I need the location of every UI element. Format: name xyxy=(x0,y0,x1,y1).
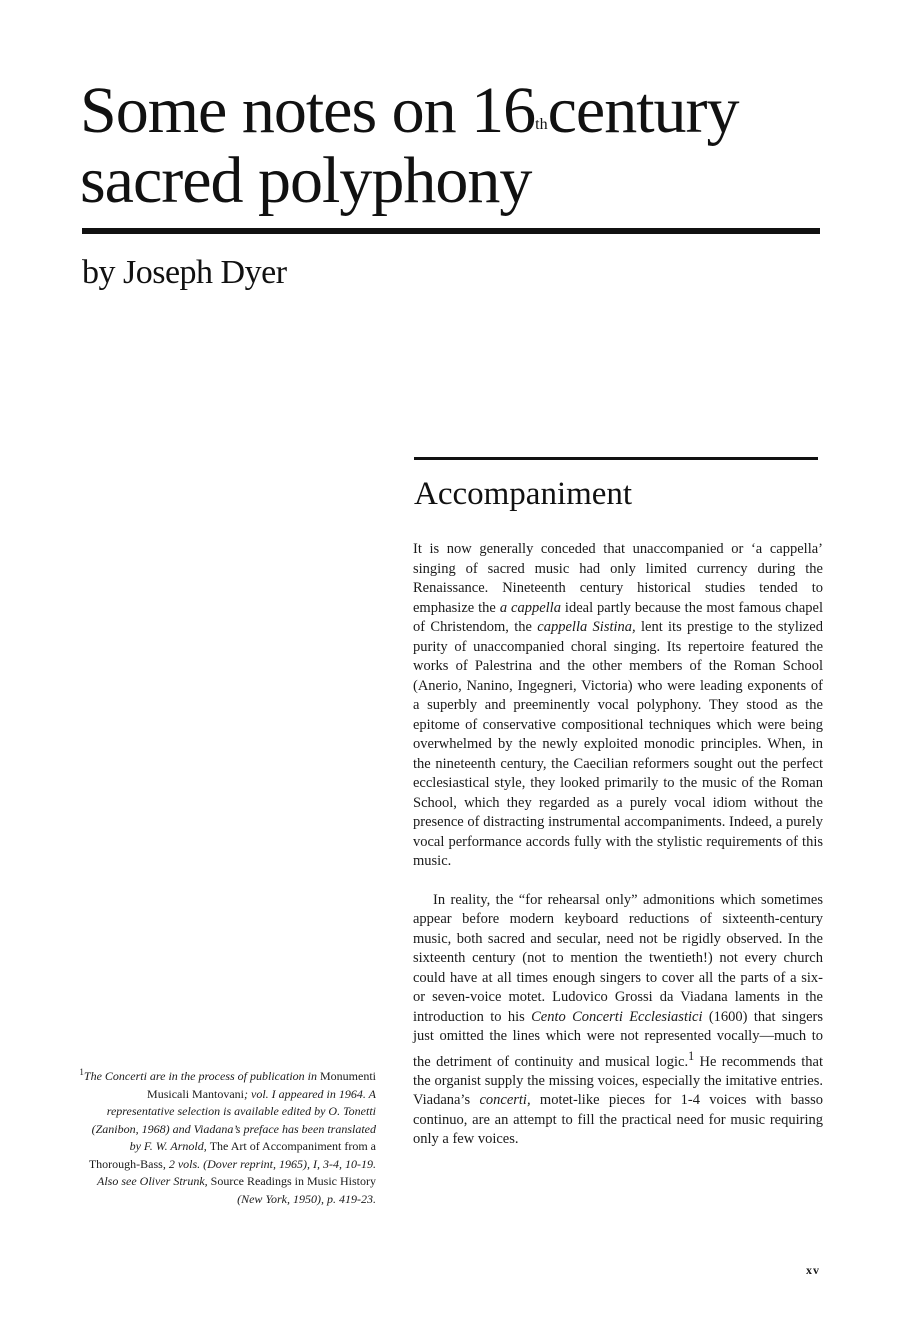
body-column xyxy=(413,540,823,1150)
footnote-ref: 1 xyxy=(688,1048,695,1063)
page-number: xv xyxy=(806,1263,820,1277)
section-rule xyxy=(414,457,818,460)
footnote: $^1$The Concerti are in the process of publication in Monumenti Musicali Mantovani; vol. I appeared in 1964. A representative selection is available edited by O. Tonetti (Zanibon, 1968) and Viadana’s preface has been translated by F. W. Arnold, The Art of Accompaniment from a Thorough-Bass, 2 vols. (Dover reprint, 1965), I, 3-4, 10-19. Also see Oliver Strunk, Source Readings in Music History (New York, 1950), p. 419-23. xyxy=(79,1067,376,1206)
title-line1-post: century xyxy=(547,74,739,147)
article-title xyxy=(80,76,840,216)
paragraph-2: In reality, the “for rehearsal only” admonitions which sometimes appear before modern keyboard reductions of sixteenth-century music, both sacred and secular, need not be rigidly observed. In the sixteenth century (not to mention the twentieth!) not every church could have at all times enough singers to cover all the parts of a six- or seven-voice motet. Ludovico Grossi da Viadana laments in the introduction to his Cento Concerti Ecclesiastici (1600) that singers just omitted the lines which were not represented vocally—much to the detriment of continuity and musical logic.$^1$ He recommends that the organist supply the missing voices, especially the imitative entries. Viadana’s concerti, motet-like pieces for 1-4 voices with basso continuo, are an attempt to fill the practical need for music requiring only a few voices. xyxy=(413,891,824,1148)
footnote-mark: 1 xyxy=(79,1067,84,1077)
section-heading: Accompaniment xyxy=(414,476,633,512)
paragraph-1: It is now generally conceded that unaccompanied or ‘a cappella’ singing of sacred music had only limited currency during the Renaissance. Nineteenth century historical studies tended to emphasize the a cappella ideal partly because the most famous chapel of Christendom, the cappella Sistina, lent its prestige to the stylized purity of unaccompanied choral singing. Its repertoire featured the works of Palestrina and the other members of the Roman School (Anerio, Nanino, Ingegneri, Victoria) who were leading exponents of a superbly and preeminently vocal polyphony. They stood as the epitome of conservative compositional techniques which were being overwhelmed by the newly exploited monodic principles. When, in the nineteenth century, the Caecilian reformers sought out the perfect ecclesiastical style, they looked primarily to the music of the Roman School, which they regarded as a purely vocal idiom without the presence of distracting instrumental accompaniments. Indeed, a purely vocal performance accords fully with the stylistic requirements of this music. xyxy=(413,541,823,869)
title-line1-pre: Some notes on 16 xyxy=(80,74,536,147)
byline: by Joseph Dyer xyxy=(82,254,287,291)
title-rule xyxy=(82,228,820,234)
title-superscript: th xyxy=(535,116,548,133)
title-line2: sacred polyphony xyxy=(80,144,532,217)
